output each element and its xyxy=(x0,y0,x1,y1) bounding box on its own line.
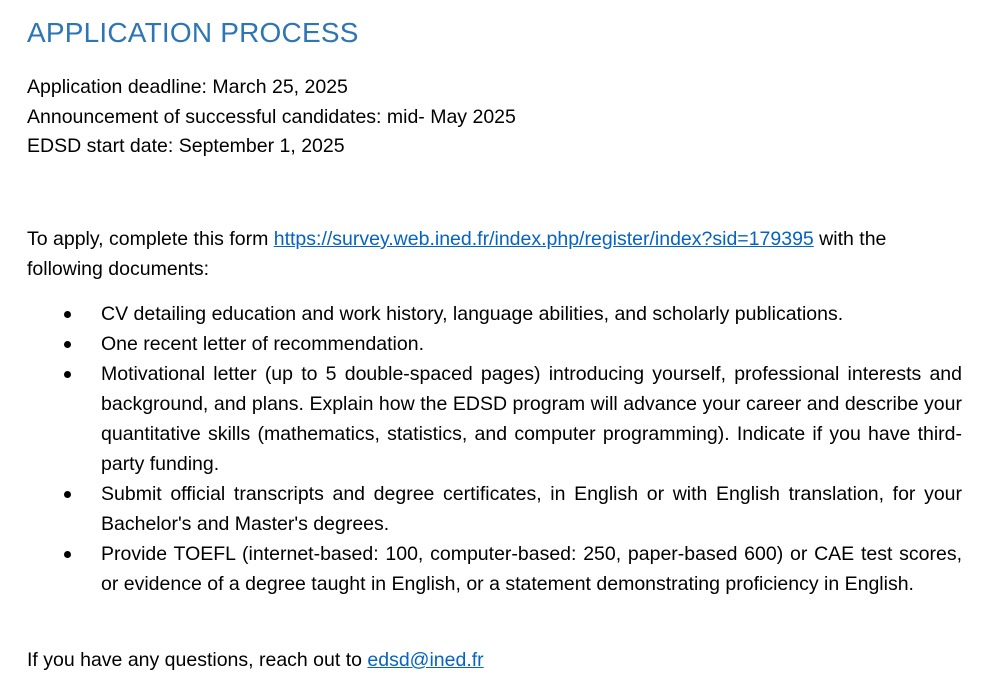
list-item xyxy=(0,299,962,329)
required-documents-list xyxy=(0,299,1000,599)
contact-email-link[interactable]: edsd@ined.fr xyxy=(367,649,484,671)
contact-text: If you have any questions, reach out to xyxy=(27,649,368,671)
list-item xyxy=(0,359,962,479)
apply-instructions xyxy=(27,224,962,284)
bullet-icon xyxy=(64,311,71,318)
application-deadline: Application deadline: March 25, 2025 xyxy=(27,76,348,98)
list-item xyxy=(0,479,962,539)
intro-text-before: To apply, complete this form xyxy=(27,228,274,250)
key-dates xyxy=(27,73,516,162)
bullet-icon xyxy=(64,551,71,558)
list-item-text: Provide TOEFL (internet-based: 100, computer-based: 250, paper-based 600) or CAE test scores, or evidence of a degree taught in English, or a statement demonstrating proficiency in English. xyxy=(101,543,962,595)
start-date: EDSD start date: September 1, 2025 xyxy=(27,135,345,157)
announcement-date: Announcement of successful candidates: mid- May 2025 xyxy=(27,105,516,128)
list-item-text: CV detailing education and work history, language abilities, and scholarly publications. xyxy=(101,303,844,325)
bullet-icon xyxy=(64,371,71,378)
section-heading: APPLICATION PROCESS xyxy=(27,17,359,48)
list-item xyxy=(0,329,962,359)
bullet-icon xyxy=(64,491,71,498)
contact-line xyxy=(27,645,484,675)
bullet-icon xyxy=(64,341,71,348)
list-item-text: One recent letter of recommendation. xyxy=(101,333,424,355)
list-item xyxy=(0,539,962,599)
intro-text-after: with the following documents: xyxy=(27,228,887,280)
list-item-text: Submit official transcripts and degree certificates, in English or with English translation, for your Bachelor's and Master's degrees. xyxy=(101,483,962,535)
list-item-text: Motivational letter (up to 5 double-spaced pages) introducing yourself, professional interests and background, and plans. Explain how the EDSD program will advance your career and describe your quantitative skills (mathematics, statistics, and computer programming). Indicate if you have third-party funding. xyxy=(101,363,962,475)
application-form-link[interactable]: https://survey.web.ined.fr/index.php/register/index?sid=179395 xyxy=(273,228,814,250)
